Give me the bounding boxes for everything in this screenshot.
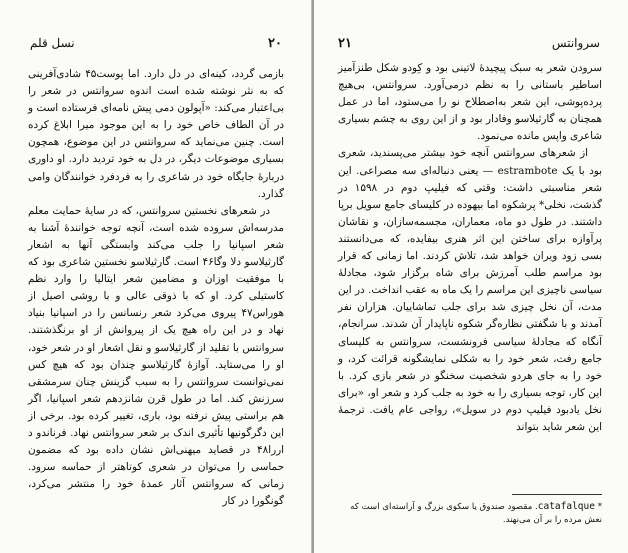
- right-page: [314, 0, 628, 553]
- left-page-number: ۲۰: [268, 35, 282, 51]
- left-page-body: [28, 66, 284, 510]
- footnote-text: مقصود صندوق یا سکوی بزرگ و آراسته‌ای است که نعش مرده را بر آن می‌نهند.: [350, 502, 602, 525]
- footnote-rule: [512, 494, 602, 495]
- right-page-header: [338, 34, 600, 52]
- right-paragraph-2: از شعرهای سروانتس آنچه خود بیشتر می‌پسندید، شعری بود با یک estrambote — یعنی دنباله‌ای سه مصراعی. این شعر مناسبتی داشت: وقتی که فیلیپ دوم در ۱۵۹۸ در گذشت، نخلی* پرشکوه اما بیهوده در کلیسای جامع سویل برپا داشتند. در طول دو ماه، معماران، مجسمه‌سازان، و نقاشان پرآوازه برای ساختن این اثر هنری بیفایده، که می‌دانستند بسی زود ویران خواهد شد، تلاش کردند. اما زمانی که قرار بود مراسم طلب آمرزش برای شاه برگزار شود، مجادلهٔ سیاسی ناچیزی این مراسم را یک ماه به عقب انداخت. در این مدت، آن نخل چیزی شد برای جلب تماشاییان. هزاران نفر آمدند و با شگفتی نظاره‌گر شکوه ناپایدار آن شدند. سرانجام، آنگاه که مجادلهٔ سیاسی فرونشست، سروانتس به کلیسای جامع رفت، شعر خود را به شکلی نمایشگونه قرائت کرد، و خود را به جای هردو شخصیت سخنگو در شعر بازی کرد. با این کار، توجه بسیاری را به خود به جلب کرد و شعر او، «برای نخل یادبود فیلیپ دوم در سویل»، رواجی عام یافت. ترجمهٔ این شعر شاید بتواند: [338, 147, 603, 433]
- left-page: [0, 0, 312, 553]
- right-paragraph-1: سرودن شعر به سبک پیچیدهٔ لاتینی بود و کِودو شکل طنزآمیز اساطیر باستانی را به نظم درمی‌آورد. سروانتس، بی‌هیچ پرده‌پوشی، این شعر به‌اصطلاح نو را می‌ستود، اما در عمل همچنان به گارثیلاسو وفادار بود و از این روی به چشم بسیاری شاعری واپس مانده می‌نمود.: [338, 62, 602, 143]
- left-paragraph-1: بازمی گردد، کینه‌ای در دل دارد. اما پوست‌۴۵ شادی‌آفرینی که به نثر نوشته شده است اندوه سروانتس در شعر را بی‌اعتبار می‌کند: «آپولون دمی پیش نامه‌ای فرستاده است و در آن الطاف خاص خود را به این موجود میرا ابلاغ کرده است. چنین می‌نماید که سروانتس در این موضوع، همچون بسیاری موضوعات دیگر، در دل به خود تردید دارد. او داوری دربارهٔ جایگاه خود در شاعری را به فردفرد خوانندگان وامی گذارد.: [28, 68, 284, 200]
- right-page-number: ۲۱: [338, 35, 352, 51]
- footnote-term: catafalque: [537, 501, 595, 512]
- left-paragraph-2: در شعرهای نخستین سروانتس، که در سایهٔ حمایت معلم مدرسه‌اش سروده شده است، آنچه توجه خوانندهٔ آشنا به شعر اسپانیا را جلب می‌کند وابستگی آنها به اشعار گارثیلاسو دلا وگا‌۴۶ است. گارثیلاسو نخستین شاعری بود که با موفقیت اوزان و مضامین شعر ایتالیا را وارد نظم کاستیلی کرد. او که با ذوقی عالی و با روشی اصیل از هوراس‌۴۷ پیروی می‌کرد شعر رنسانس را در اسپانیا بنیاد نهاد و در این راه هیچ یک از پیروانش از او برنگذشتند. سروانتس با تقلید از گارثیلاسو و نقل اشعار او در شعر خود، او را می‌ستاید. آوازهٔ گارثیلاسو چندان بود که هیچ کس نمی‌توانست سروانتس را به سبب گزینش چنان سرمشقی سرزنش کند. اما در طول قرن شانزدهم شعر اسپانیا، اگر هم براستی پیش نرفته بود، باری، تغییر کرده بود. برخی از این دگرگونیها تأثیری اندک بر شعر سروانتس نهاد. فرناندو د اررا‌۴۸ در قصاید میهنی‌اش نشان داده بود که مضمون حماسی را می‌توان در شعری کوتاهتر از حماسه سرود. زمانی که سروانتس آثار عمدهٔ خود را منتشر می‌کرد، گونگورا در کار: [28, 204, 284, 508]
- right-page-body: [338, 60, 602, 436]
- left-running-head: نسل قلم: [30, 36, 75, 50]
- right-running-head: سروانتس: [551, 36, 600, 50]
- left-page-header: [30, 34, 282, 52]
- footnote: * catafalque. مقصود صندوق یا سکوی بزرگ و آراسته‌ای است که نعش مرده را بر آن می‌نهند.: [350, 501, 602, 525]
